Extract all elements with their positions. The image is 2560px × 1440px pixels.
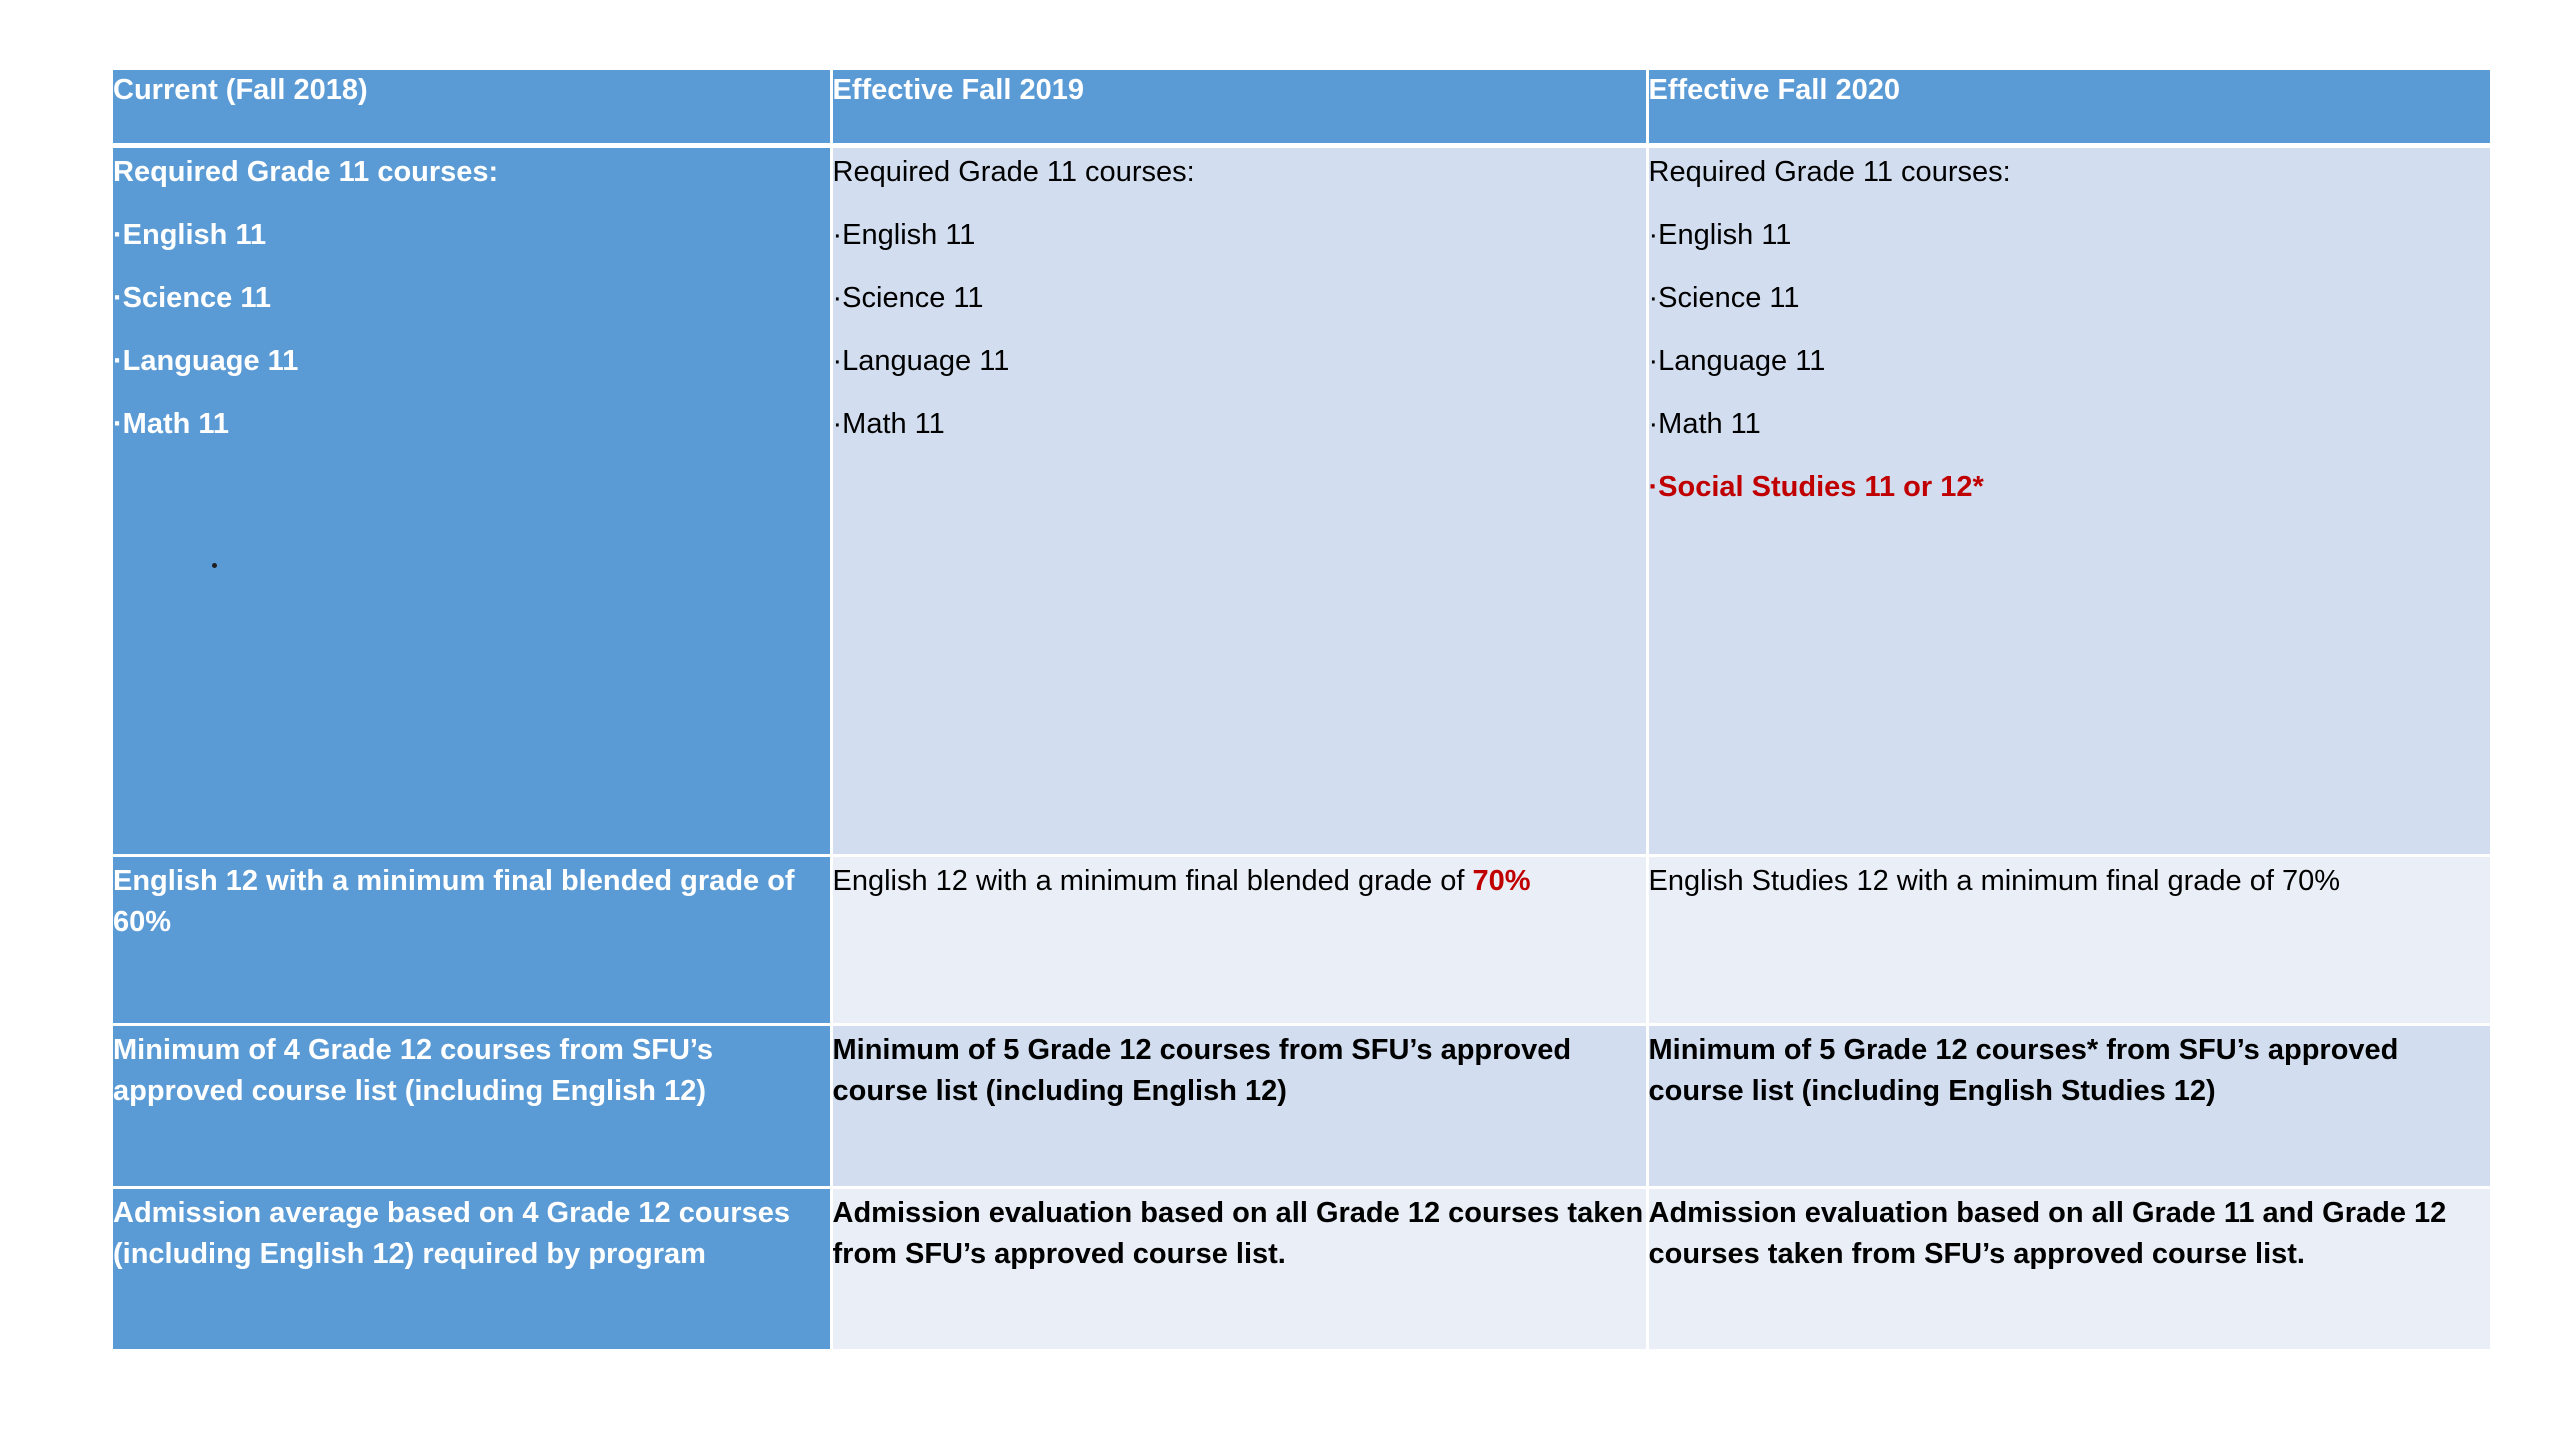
required-courses-heading: Required Grade 11 courses:	[832, 155, 1195, 188]
admission-fall-2020: Admission evaluation based on all Grade 11 and Grade 12 courses taken from SFU’s approved course list.	[1647, 1187, 2490, 1350]
required-courses-current	[113, 145, 831, 855]
required-courses-fall-2019	[831, 145, 1647, 855]
course-item: ·English 11	[113, 218, 267, 251]
grade12-courses-fall-2019: Minimum of 5 Grade 12 courses from SFU’s approved course list (including English 12)	[831, 1024, 1647, 1187]
course-item: ·English 11	[1648, 218, 1792, 251]
required-courses-fall-2020	[1647, 145, 2490, 855]
admission-fall-2019: Admission evaluation based on all Grade 12 courses taken from SFU’s approved course list.	[831, 1187, 1647, 1350]
admission-current: Admission average based on 4 Grade 12 courses (including English 12) required by program	[113, 1187, 831, 1350]
course-item: ·Science 11	[113, 281, 271, 314]
course-item: ·Math 11	[832, 407, 945, 440]
course-item: ·Language 11	[1648, 344, 1826, 377]
header-current: Current (Fall 2018)	[113, 70, 831, 145]
new-course-item: ·Social Studies 11 or 12*	[1648, 470, 1984, 503]
english-requirement-text: English 12 with a minimum final blended grade of	[832, 864, 1473, 897]
course-item: ·Math 11	[113, 407, 230, 440]
english-requirement-fall-2019	[831, 855, 1647, 1024]
course-item: ·English 11	[832, 218, 976, 251]
course-item: ·Math 11	[1648, 407, 1761, 440]
english-requirement-fall-2020: English Studies 12 with a minimum final grade of 70%	[1647, 855, 2490, 1024]
admission-row	[113, 1187, 2490, 1350]
english-requirement-current: English 12 with a minimum final blended grade of 60%	[113, 855, 831, 1024]
grade12-courses-current: Minimum of 4 Grade 12 courses from SFU’s approved course list (including English 12)	[113, 1024, 831, 1187]
admission-requirements-table	[113, 70, 2490, 1352]
required-courses-heading: Required Grade 11 courses:	[113, 155, 499, 188]
course-item: ·Science 11	[1648, 281, 1800, 314]
required-courses-heading: Required Grade 11 courses:	[1648, 155, 2011, 188]
english-grade-highlight: 70%	[1472, 864, 1531, 897]
bullet-dot-icon	[212, 563, 217, 568]
grade12-courses-fall-2020: Minimum of 5 Grade 12 courses* from SFU’s approved course list (including English Studies 12)	[1647, 1024, 2490, 1187]
course-item: ·Science 11	[832, 281, 984, 314]
comparison-table	[113, 70, 2490, 1352]
header-fall-2020: Effective Fall 2020	[1647, 70, 2490, 145]
grade12-courses-row	[113, 1024, 2490, 1187]
header-row	[113, 70, 2490, 145]
course-item: ·Language 11	[832, 344, 1010, 377]
course-item: ·Language 11	[113, 344, 299, 377]
english-requirement-row	[113, 855, 2490, 1024]
required-courses-row	[113, 145, 2490, 855]
header-fall-2019: Effective Fall 2019	[831, 70, 1647, 145]
